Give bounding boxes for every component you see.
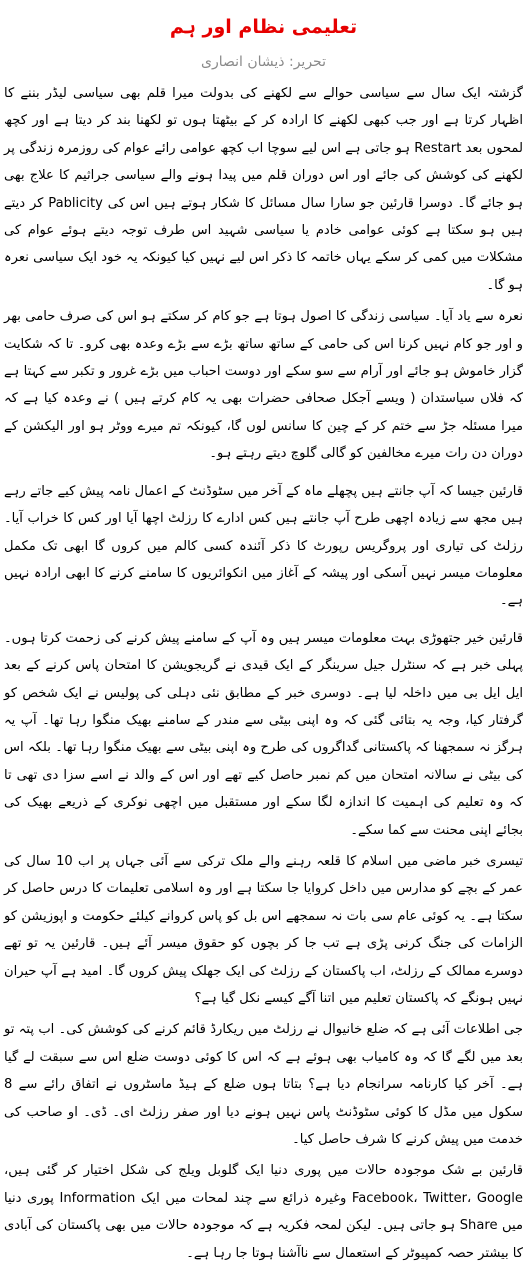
article-paragraph: تیسری خبر ماضی میں اسلام کا قلعہ رہنے والے ملک ترکی سے آئی جہاں پر اب 10 سال کی عمر کے بچے کو مدارس میں داخل کروایا جا سکتا ہے اور وہ اسلامی تعلیمات کا درس حاصل کر سکتا ہے۔ یہ کوئی عام سی بات نہ سمجھے اس بل کو پاس کروانے کیلئے حکومت و اپوزیشن کو الزامات کی جنگ کرنی پڑی ہے تب جا کر بچوں کو حقوق میسر آئے ہیں۔ قارئین یہ تو تھے دوسرے ممالک کے رزلٹ، اب پاکستان کے رزلٹ کی ایک جھلک پیش کروں گا۔ امید ہے آپ حیران نہیں ہونگے کہ پاکستان تعلیم میں اتنا آگے کیسے نکل گیا ہے؟: [4, 853, 523, 1006]
article-paragraph: نعرہ سے یاد آیا۔ سیاسی زندگی کا اصول ہوتا ہے جو کام کر سکتے ہو اس کی صرف حامی بھر و اور جو کام نہیں کرنا اس کی حامی کے ساتھ ساتھ بڑے سے بڑے وعدہ بھی کرو۔ تا کہ شکایت گزار خاموش ہو جائے اور آرام سے سو سکے اور دوست احباب میں بڑے غرور و تکبر سے کہتا ہے کہ فلاں سیاستدان ( ویسے آجکل صحافی حضرات بھی یہ کام کرتے ہیں ) نے وعدہ کیا ہے کہ میرا مسئلہ جڑ سے ختم کر کے چین کا سانس لوں گا، کیونکہ تم میرے ووٹر ہو اور الیکشن کے دوران دن رات میرے مخالفین کو گالی گلوچ دیتے رہتے ہو۔: [4, 309, 523, 462]
article-body: [4, 80, 523, 1267]
article-paragraph: گزشتہ ایک سال سے سیاسی حوالے سے لکھنے کی بدولت میرا قلم بھی سیاسی لیڈر بننے کا اظہار کرتا ہے اور جب کبھی لکھنے کا ارادہ کر کے بیٹھتا ہوں تو لکھنا بند کر دیتا ہے اور کچھ لمحوں بعد Restart ہو جاتی ہے اس لیے سوچا اب کچھ عوامی رائے عوام کی روزمرہ زندگی پر لکھنے کی کوشش کی جائے اور اس دوران قلم میں پیدا ہونے والے سیاسی جراثیم کا علاج بھی ہو جائے گا۔ دوسرا قارئین جو سارا سال مسائل کا شکار ہوتے ہیں اس کی Pablicity کر دیتے ہیں ہو سکتا ہے کوئی عوامی خادم یا سیاسی شہید اس طرف توجہ دیتے ہوئے عوام کی مشکلات میں کمی کر سکے یہاں خاتمہ کا ذکر اس لیے نہیں کیا کیونکہ یہ خود ایک سیاسی نعرہ ہو گا۔: [4, 86, 523, 293]
article-title: تعلیمی نظام اور ہم: [169, 16, 358, 38]
article-paragraph: قارئین جیسا کہ آپ جانتے ہیں پچھلے ماہ کے آخر میں سٹوڈنٹ کے اعمال نامہ پیش کیے جاتے رہے ہیں مجھ سے زیادہ اچھی طرح آپ جانتے ہیں کس ادارے کا رزلٹ اچھا آیا اور کس کا خراب آیا۔ رزلٹ کی تیاری اور پروگریس رپورٹ کا ذکر آئندہ کسی کالم میں کروں گا ابھی تک مکمل معلومات میسر نہیں آسکی اور پیشہ کے آغاز میں انکوائریوں کا سامنے کرنے کا ابھی ارادہ نہیں ہے۔: [4, 483, 523, 609]
article-paragraph: قارئین بے شک موجودہ حالات میں پوری دنیا ایک گلوبل ویلج کی شکل اختیار کر گئی ہیں، Facebook، Twitter، Google وغیرہ ذرائع سے چند لمحات میں ایک Information پوری دنیا میں Share ہو جاتی ہیں۔ لیکن لمحہ فکریہ ہے کہ موجودہ حالات میں بھی پاکستان کی آبادی کا بیشتر حصہ کمپیوٹر کے استعمال سے ناآشنا ہوتا جا رہا ہے۔: [4, 1163, 523, 1261]
article-paragraph: قارئین خیر جتھوڑی بہت معلومات میسر ہیں وہ آپ کے سامنے پیش کرنے کی زحمت کرتا ہوں۔ پہلی خبر ہے کہ سنٹرل جیل سرینگر کے ایک قیدی نے گریجویشن کا امتحان پاس کرنے کے بعد ایل ایل بی میں داخلہ لیا ہے۔ دوسری خبر کے مطابق نئی دہلی کی پولیس نے ایک شخص کو گرفتار کیا، وجہ یہ بتائی گئی کہ وہ اپنی بیٹی سے مندر کے سامنے بھیک منگوا رہا تھا۔ آپ یہ ہرگز نہ سمجھنا کہ پاکستانی گداگروں کی طرح وہ اپنی بیٹی سے بھیک منگوا رہا تھا۔ بلکہ اس کی بیٹی نے سالانہ امتحان میں کم نمبر حاصل کیے تھے اور اس کے والد نے اسے سزا دی تھی تا کہ وہ تعلیم کی اہمیت کا اندازہ لگا سکے اور مستقبل میں اچھی نوکری کے ذریعے بھیک کی بجائے اپنی محنت سے کما سکے۔: [4, 630, 523, 838]
article-paragraph: جی اطلاعات آئی ہے کہ ضلع خانیوال نے رزلٹ میں ریکارڈ قائم کرنے کی کوشش کی۔ اب پتہ تو بعد میں لگے گا کہ وہ کامیاب بھی ہوئے ہے کہ اس کا کوئی دوست ضلع اس سے سبقت لے گیا ہے۔ آخر کیا کارنامہ سرانجام دیا ہے؟ بتاتا ہوں ضلع کے ہیڈ ماسٹروں نے اتفاق رائے سے 8 سکول میں مڈل کا کوئی سٹوڈنٹ پاس نہیں ہونے دیا اور صفر رزلٹ ای۔ ڈی۔ او صاحب کی خدمت میں پیش کرنے کا شرف حاصل کیا۔: [4, 1022, 523, 1148]
article-byline: تحریر: ذیشان انصاری: [201, 54, 326, 70]
